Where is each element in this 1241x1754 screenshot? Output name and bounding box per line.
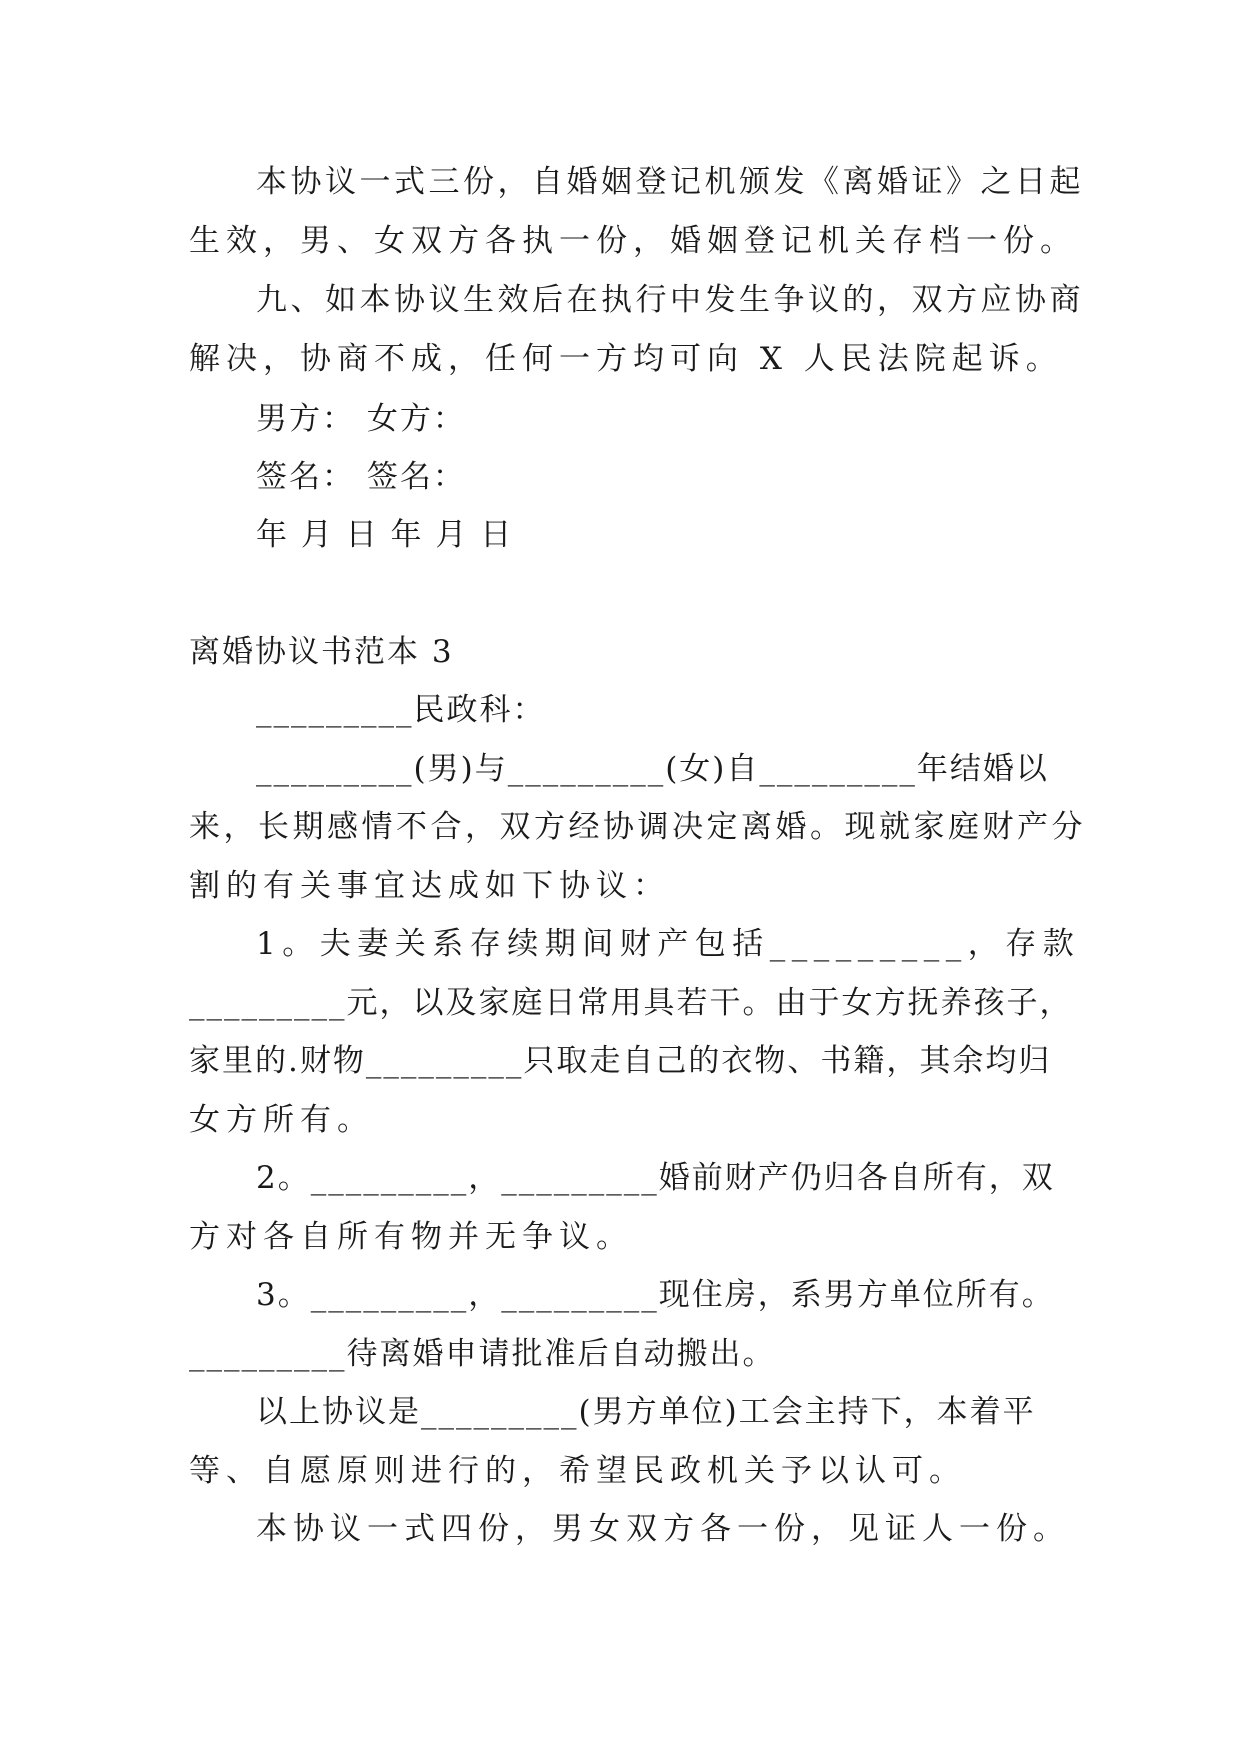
paragraph-line: 割的有关事宜达成如下协议：	[189, 868, 670, 904]
section-title: 离婚协议书范本 3	[189, 634, 454, 670]
paragraph-line: 九、如本协议生效后在执行中发生争议的，双方应协商	[256, 282, 1084, 318]
paragraph-line: 以上协议是_________(男方单位)工会主持下，本着平	[256, 1394, 1036, 1430]
paragraph-line: 生效，男、女双方各执一份，婚姻登记机关存档一份。	[189, 223, 1077, 259]
paragraph-line: 2。_________，_________婚前财产仍归各自所有，双	[256, 1160, 1055, 1196]
paragraph-line: 1。夫妻关系存续期间财产包括_________，存款	[256, 926, 1081, 962]
paragraph-line: 本协议一式四份，男女双方各一份，见证人一份。	[256, 1511, 1070, 1547]
signature-labels: 签名： 签名：	[256, 459, 466, 495]
addressee-line: _________民政科：	[256, 692, 546, 728]
date-labels: 年 月 日 年 月 日	[256, 517, 514, 553]
paragraph-line: _________待离婚申请批准后自动搬出。	[189, 1336, 776, 1372]
paragraph-line: 解决，协商不成，任何一方均可向 X 人民法院起诉。	[189, 341, 1063, 377]
paragraph-line: _________(男)与_________(女)自_________年结婚以	[256, 751, 1049, 787]
paragraph-line: 3。_________，_________现住房，系男方单位所有。	[256, 1277, 1055, 1313]
paragraph-line: _________元，以及家庭日常用具若干。由于女方抚养孩子，	[189, 985, 1073, 1021]
paragraph-line: 女方所有。	[189, 1102, 374, 1138]
paragraph-line: 家里的.财物_________只取走自己的衣物、书籍，其余均归	[189, 1043, 1052, 1079]
paragraph-line: 等、自愿原则进行的，希望民政机关予以认可。	[189, 1453, 966, 1489]
paragraph-line: 方对各自所有物并无争议。	[189, 1219, 633, 1255]
paragraph-line: 本协议一式三份，自婚姻登记机颁发《离婚证》之日起	[256, 164, 1084, 200]
paragraph-line: 来，长期感情不合，双方经协调决定离婚。现就家庭财产分	[189, 809, 1086, 845]
signature-party-labels: 男方： 女方：	[256, 401, 466, 437]
